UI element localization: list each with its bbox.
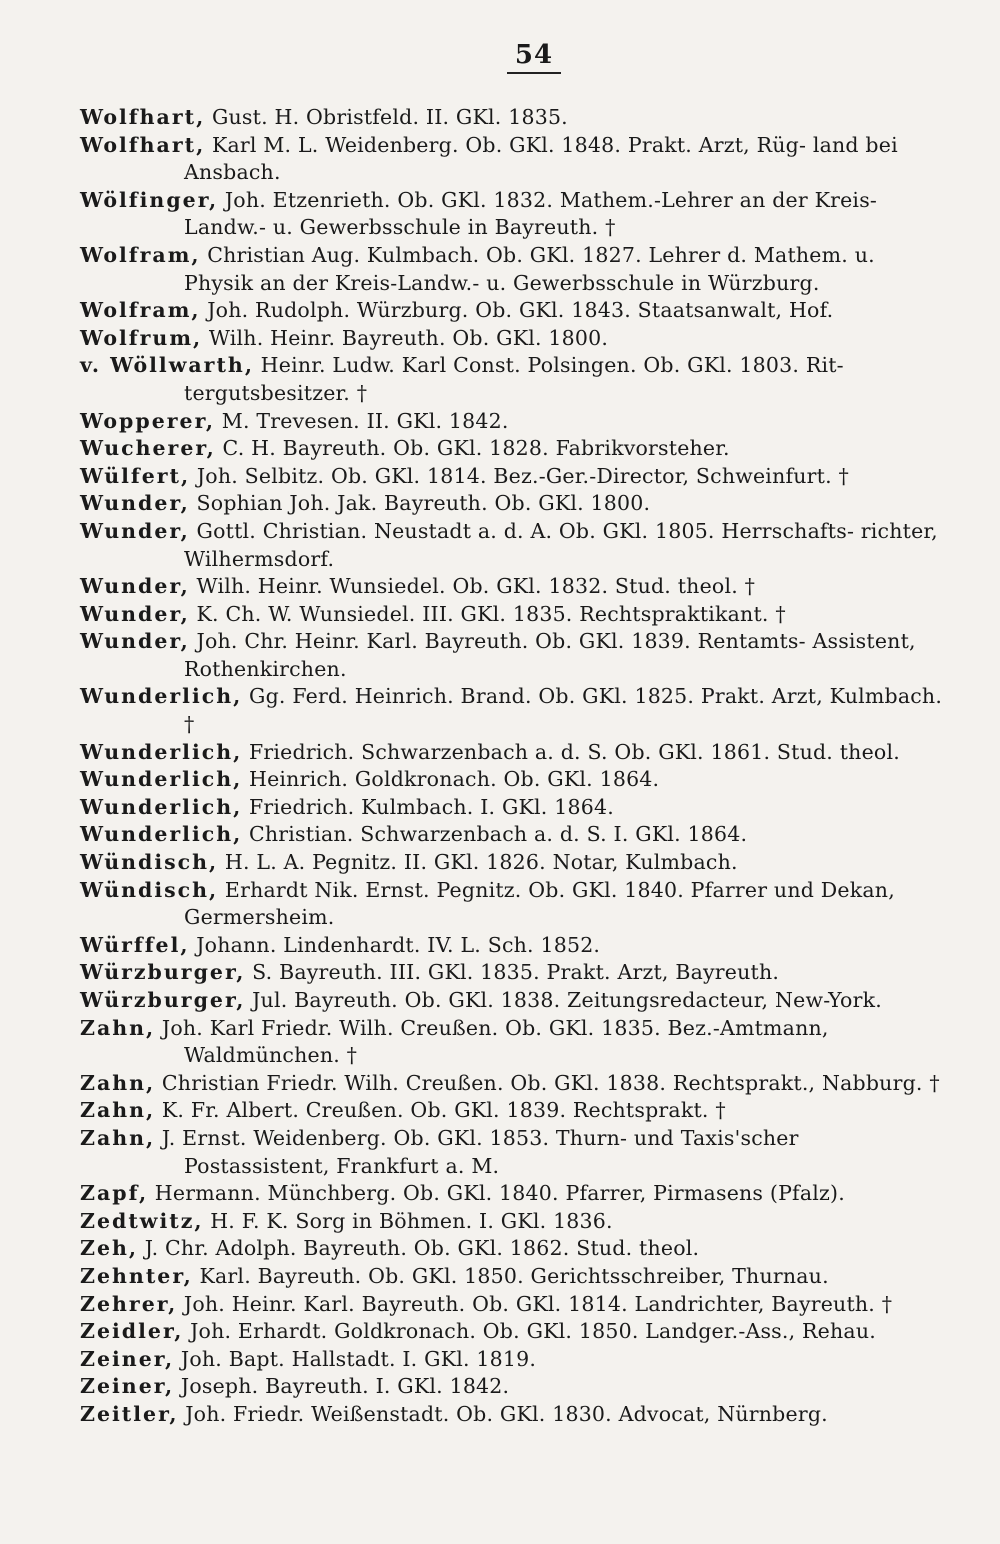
entry-details: Jul. Bayreuth. Ob. GKl. 1838. Zeitungsredacteur, New-York. [245, 988, 882, 1012]
register-entry [80, 987, 948, 1015]
register-entry [80, 877, 948, 932]
page-number-container [120, 40, 948, 74]
entry-surname: Wunderlich, [80, 794, 243, 819]
entry-surname: Wündisch, [80, 850, 219, 875]
entry-surname: Zahn, [80, 1015, 156, 1040]
page-number: 54 [507, 40, 561, 74]
entry-details: Joh. Etzenrieth. Ob. GKl. 1832. Mathem.-Lehrer an der Kreis-Landw.- u. Gewerbsschule in Bayreuth. † [184, 187, 878, 240]
entry-surname: Würffel, [80, 932, 190, 957]
entry-surname: Zehrer, [80, 1291, 178, 1316]
entry-details: Gottl. Christian. Neustadt a. d. A. Ob. GKl. 1805. Herrschafts- richter, Wilhermsdorf. [184, 518, 938, 571]
entry-details: Joh. Selbitz. Ob. GKl. 1814. Bez.-Ger.-Director, Schweinfurt. † [190, 463, 849, 488]
entry-details: K. Ch. W. Wunsiedel. III. GKl. 1835. Rechtspraktikant. † [189, 601, 786, 626]
entry-surname: Würzburger, [80, 988, 246, 1012]
entry-surname: Wolfhart, [80, 132, 206, 157]
register-entry [80, 821, 948, 849]
register-entry [80, 739, 948, 767]
entry-details: Karl. Bayreuth. Ob. GKl. 1850. Gerichtsschreiber, Thurnau. [192, 1263, 829, 1288]
entry-surname: Wolfhart, [80, 105, 206, 129]
register-entry [80, 352, 948, 407]
entry-surname: Wölfinger, [80, 187, 219, 212]
entry-surname: Wunder, [80, 574, 190, 599]
register-entry [80, 1125, 948, 1180]
entry-surname: v. Wöllwarth, [80, 353, 254, 378]
entry-details: Heinr. Ludw. Karl Const. Polsingen. Ob. GKl. 1803. Rit- tergutsbesitzer. † [184, 353, 844, 405]
register-entry [80, 1015, 948, 1070]
entry-surname: Würzburger, [80, 960, 246, 985]
entry-surname: Zeiner, [80, 1374, 175, 1399]
register-entry [80, 1373, 948, 1401]
entry-details: M. Trevesen. II. GKl. 1842. [215, 408, 509, 433]
entry-surname: Zeidler, [80, 1319, 184, 1344]
register-entry [80, 1346, 948, 1374]
entry-surname: Zeh, [80, 1236, 139, 1261]
register-entry [80, 959, 948, 987]
entry-surname: Wunderlich, [80, 822, 243, 847]
entry-surname: Wucherer, [80, 436, 216, 461]
entry-surname: Zehnter, [80, 1263, 193, 1288]
entry-surname: Zahn, [80, 1125, 156, 1150]
entry-details: Christian Aug. Kulmbach. Ob. GKl. 1827. Lehrer d. Mathem. u. Physik an der Kreis-Landw.- u. Gewerbsschule in Würzburg. [184, 242, 875, 295]
register-entry [80, 932, 948, 960]
register-entry [80, 242, 948, 297]
entry-surname: Zahn, [80, 1070, 156, 1095]
register-entry [80, 435, 948, 463]
register-entry [80, 490, 948, 518]
entry-surname: Zahn, [80, 1098, 156, 1123]
entry-details: Heinrich. Goldkronach. Ob. GKl. 1864. [242, 767, 660, 792]
entry-details: Joseph. Bayreuth. I. GKl. 1842. [174, 1374, 510, 1399]
entry-details: Gust. H. Obristfeld. II. GKl. 1835. [205, 105, 568, 129]
entry-details: J. Ernst. Weidenberg. Ob. GKl. 1853. Thurn- und Taxis'scher Postassistent, Frankfurt a. M. [155, 1125, 799, 1178]
register-entry [80, 849, 948, 877]
entry-surname: Wunderlich, [80, 684, 243, 709]
entry-surname: Zapf, [80, 1181, 149, 1206]
register-entry [80, 408, 948, 436]
entry-details: Christian Friedr. Wilh. Creußen. Ob. GKl. 1838. Rechtsprakt., Nabburg. † [155, 1070, 940, 1095]
entry-details: Joh. Bapt. Hallstadt. I. GKl. 1819. [174, 1346, 537, 1371]
register-entry [80, 1318, 948, 1346]
entry-details: Johann. Lindenhardt. IV. L. Sch. 1852. [189, 932, 601, 957]
entry-surname: Wunder, [80, 491, 190, 516]
register-entry [80, 463, 948, 491]
entry-surname: Wunder, [80, 629, 190, 654]
entry-details: Gg. Ferd. Heinrich. Brand. Ob. GKl. 1825. Prakt. Arzt, Kulmbach. † [184, 684, 943, 737]
entry-surname: Wopperer, [80, 408, 216, 433]
entry-surname: Wunderlich, [80, 767, 243, 792]
entry-details: Christian. Schwarzenbach a. d. S. I. GKl. 1864. [242, 822, 748, 847]
entry-surname: Wunder, [80, 518, 190, 543]
entry-details: H. L. A. Pegnitz. II. GKl. 1826. Notar, Kulmbach. [218, 850, 738, 875]
entry-surname: Wülfert, [80, 463, 191, 488]
register-entry [80, 628, 948, 683]
entry-details: Joh. Friedr. Weißenstadt. Ob. GKl. 1830. Advocat, Nürnberg. [178, 1401, 828, 1426]
register-entry [80, 766, 948, 794]
entry-surname: Wunder, [80, 601, 190, 626]
register-entry [80, 325, 948, 353]
register-entry [80, 794, 948, 822]
register-entry [80, 683, 948, 738]
register-entry [80, 1291, 948, 1319]
entry-details: Karl M. L. Weidenberg. Ob. GKl. 1848. Prakt. Arzt, Rüg- land bei Ansbach. [184, 132, 898, 185]
register-entry [80, 573, 948, 601]
register-entry [80, 132, 948, 187]
entry-surname: Wolfrum, [80, 325, 203, 350]
entry-details: S. Bayreuth. III. GKl. 1835. Prakt. Arzt, Bayreuth. [245, 960, 780, 985]
entry-details: J. Chr. Adolph. Bayreuth. Ob. GKl. 1862. Stud. theol. [138, 1236, 700, 1261]
entry-details: Wilh. Heinr. Bayreuth. Ob. GKl. 1800. [202, 325, 609, 350]
entry-surname: Wunderlich, [80, 739, 243, 764]
entry-details: Hermann. Münchberg. Ob. GKl. 1840. Pfarrer, Pirmasens (Pfalz). [148, 1181, 845, 1206]
entry-details: Joh. Heinr. Karl. Bayreuth. Ob. GKl. 1814. Landrichter, Bayreuth. † [177, 1291, 893, 1316]
entry-details: Joh. Karl Friedr. Wilh. Creußen. Ob. GKl. 1835. Bez.-Amtmann, Waldmünchen. † [155, 1015, 829, 1068]
register-entry [80, 1070, 948, 1098]
entry-details: Erhardt Nik. Ernst. Pegnitz. Ob. GKl. 1840. Pfarrer und Dekan, Germersheim. [184, 877, 895, 930]
entry-surname: Zeitler, [80, 1401, 179, 1426]
entry-details: Wilh. Heinr. Wunsiedel. Ob. GKl. 1832. Stud. theol. † [189, 574, 756, 599]
entry-details: H. F. K. Sorg in Böhmen. I. GKl. 1836. [203, 1208, 613, 1233]
entry-surname: Wolfram, [80, 298, 201, 323]
register-entry [80, 601, 948, 629]
entry-details: C. H. Bayreuth. Ob. GKl. 1828. Fabrikvorsteher. [215, 436, 730, 461]
entry-details: Friedrich. Kulmbach. I. GKl. 1864. [242, 794, 614, 819]
entry-surname: Wolfram, [80, 242, 201, 267]
entry-surname: Wündisch, [80, 877, 219, 902]
register-entry [80, 1401, 948, 1429]
entry-details: Joh. Chr. Heinr. Karl. Bayreuth. Ob. GKl. 1839. Rentamts- Assistent, Rothenkirchen. [184, 629, 916, 681]
register-entry [80, 1097, 948, 1125]
register-entry [80, 1263, 948, 1291]
register-entry [80, 1180, 948, 1208]
register-entry [80, 518, 948, 573]
entry-surname: Zedtwitz, [80, 1208, 204, 1233]
register-entry [80, 297, 948, 325]
entry-details: Sophian Joh. Jak. Bayreuth. Ob. GKl. 1800. [189, 491, 651, 516]
entry-details: Joh. Erhardt. Goldkronach. Ob. GKl. 1850. Landger.-Ass., Rehau. [183, 1319, 876, 1344]
register-entry [80, 1208, 948, 1236]
register-entry [80, 187, 948, 242]
entry-details: K. Fr. Albert. Creußen. Ob. GKl. 1839. Rechtsprakt. † [155, 1098, 726, 1123]
register-entry [80, 1235, 948, 1263]
register-entry [80, 104, 948, 132]
entry-surname: Zeiner, [80, 1346, 175, 1371]
register-entries [80, 104, 948, 1429]
entry-details: Friedrich. Schwarzenbach a. d. S. Ob. GKl. 1861. Stud. theol. [242, 739, 900, 764]
entry-details: Joh. Rudolph. Würzburg. Ob. GKl. 1843. Staatsanwalt, Hof. [200, 298, 834, 323]
